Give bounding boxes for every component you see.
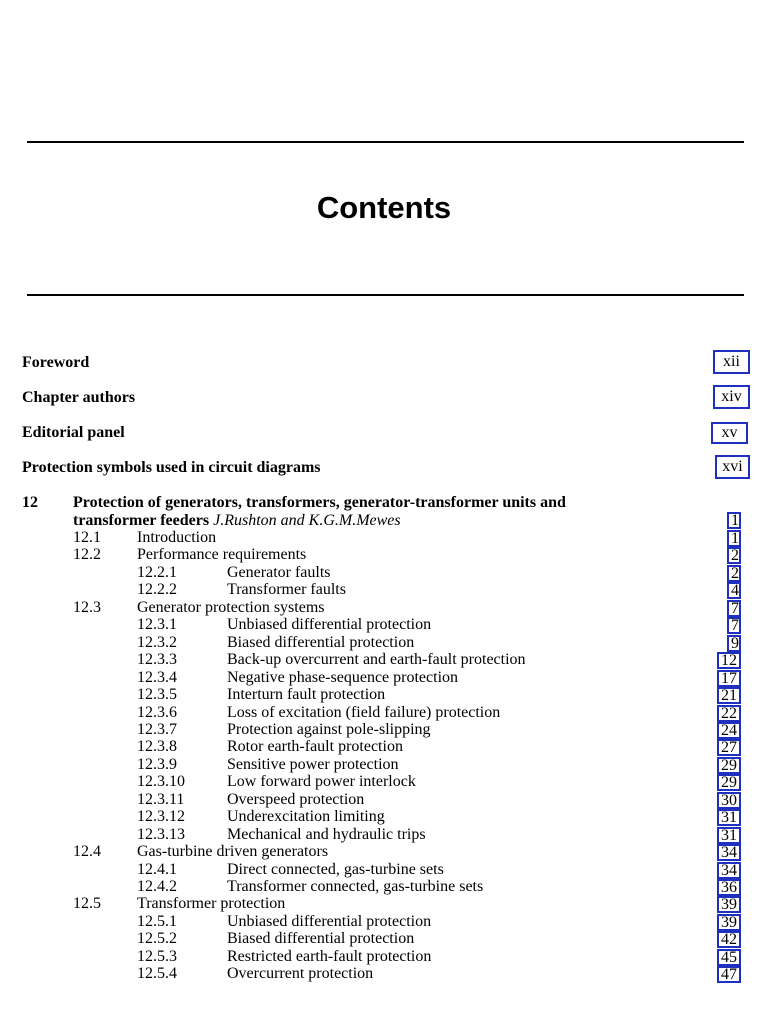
chapter-title-line2-text: transformer feeders [73, 512, 210, 529]
toc-entry-number: 12.3.3 [137, 651, 177, 669]
toc-entry-label: Introduction [137, 529, 217, 546]
prelim-protection-symbols: Protection symbols used in circuit diagrams [22, 459, 321, 476]
toc-entry-number: 12.3.8 [137, 738, 177, 756]
toc-entry-number: 12.3.5 [137, 686, 177, 704]
toc-entry-label: Generator faults [227, 563, 331, 581]
prelim-editorial-panel: Editorial panel [22, 424, 125, 441]
toc-entry-number: 12.3.10 [137, 773, 185, 791]
toc-entry-number: 12.2.1 [137, 563, 177, 581]
toc-entry-page-link[interactable]: 31 [717, 809, 741, 826]
toc-entry-number: 12.2.2 [137, 581, 177, 599]
toc-entry-page-link[interactable]: 21 [717, 687, 741, 704]
toc-entry-label: Unbiased differential protection [227, 912, 432, 930]
toc-entry-label: Mechanical and hydraulic trips [227, 825, 426, 843]
toc-entry-label: Sensitive power protection [227, 755, 399, 773]
toc-entry-number: 12.5.4 [137, 965, 177, 983]
toc-entry-number: 12.4.1 [137, 860, 177, 878]
toc-entry-number: 12.5.3 [137, 947, 177, 965]
toc-entry-label: Generator protection systems [137, 598, 325, 616]
toc-entry-number: 12.5 [73, 895, 101, 913]
toc-entry-page-link[interactable]: 12 [717, 652, 741, 669]
page-title: Contents [316, 190, 452, 225]
toc-entry-label: Back-up overcurrent and earth-fault protection [227, 651, 526, 669]
toc-entry-label: Negative phase-sequence protection [227, 668, 459, 686]
toc-entry-number: 12.3 [73, 598, 101, 616]
toc-entry-label: Rotor earth-fault protection [227, 738, 403, 756]
toc-entry-label: Interturn fault protection [227, 686, 386, 704]
toc-entry-label: Biased differential protection [227, 633, 415, 651]
chapter-number: 12 [22, 494, 38, 511]
toc-entry-page-link[interactable]: 29 [717, 774, 741, 791]
chapter-authors: J.Rushton and K.G.M.Mewes [213, 512, 401, 529]
prelim-chapter-authors: Chapter authors [22, 389, 136, 406]
prelim-protection-symbols-page[interactable]: xvi [715, 455, 750, 479]
toc-entry-number: 12.3.7 [137, 720, 177, 738]
toc-entry-page-link[interactable]: 36 [717, 879, 741, 896]
toc-entry-page-link[interactable]: 31 [717, 827, 741, 844]
toc-entry-label: Low forward power interlock [227, 773, 416, 791]
toc-entry-label: Transformer protection [137, 895, 286, 913]
chapter-title-line1: Protection of generators, transformers, generator-transformer units and [73, 494, 566, 511]
toc-entry-number: 12.4 [73, 843, 101, 861]
toc-entry-number: 12.2 [73, 546, 101, 564]
prelim-foreword: Foreword [22, 354, 90, 371]
toc-entry-page-link[interactable]: 29 [717, 757, 741, 774]
prelim-chapter-authors-page[interactable]: xiv [713, 385, 750, 409]
toc-entry-label: Restricted earth-fault protection [227, 947, 432, 965]
toc-entry-label: Unbiased differential protection [227, 616, 432, 634]
toc-entry-label: Transformer connected, gas-turbine sets [227, 878, 484, 895]
toc-entry-page-link[interactable]: 2 [727, 565, 741, 582]
toc-entry-label: Overspeed protection [227, 790, 365, 808]
toc-entry-label: Performance requirements [137, 546, 307, 564]
toc-entry-number: 12.3.11 [137, 790, 185, 808]
toc-entry-label: Protection against pole-slipping [227, 720, 431, 738]
toc-entry-label: Biased differential protection [227, 930, 415, 948]
chapter-page[interactable]: 1 [727, 512, 741, 529]
toc-entry-page-link[interactable]: 30 [717, 792, 741, 809]
toc-entry-number: 12.3.9 [137, 755, 177, 773]
bottom-rule [27, 294, 744, 296]
toc-entry-page-link[interactable]: 24 [717, 722, 741, 739]
toc-entry-number: 12.5.1 [137, 912, 177, 930]
toc-entry-page-link[interactable]: 22 [717, 705, 741, 722]
toc-entry-number: 12.3.1 [137, 616, 177, 634]
toc-entry-page-link[interactable]: 42 [717, 931, 741, 948]
toc-entry-number: 12.3.4 [137, 668, 177, 686]
toc-entry-number: 12.5.2 [137, 930, 177, 948]
toc-entry-label: Overcurrent protection [227, 965, 374, 983]
toc-entry-page-link[interactable]: 4 [727, 582, 741, 599]
toc-entry-page-link[interactable]: 27 [717, 739, 741, 756]
toc-entry-page-link[interactable]: 9 [727, 635, 741, 652]
prelim-foreword-page[interactable]: xii [713, 350, 750, 374]
toc-entry-label: Transformer faults [227, 581, 346, 599]
toc-entry-label: Direct connected, gas-turbine sets [227, 860, 444, 878]
toc-entry-page-link[interactable]: 1 [727, 530, 741, 547]
toc-entry-label: Loss of excitation (field failure) protection [227, 703, 501, 721]
toc-entry-page-link[interactable]: 17 [717, 670, 741, 687]
toc-entry-page-link[interactable]: 39 [717, 914, 741, 931]
prelim-editorial-panel-page[interactable]: xv [711, 422, 748, 444]
toc-entry-page-link[interactable]: 7 [727, 600, 741, 617]
toc-entry-label: Gas-turbine driven generators [137, 843, 329, 861]
toc-entry-label: Underexcitation limiting [227, 808, 385, 826]
toc-entry-page-link[interactable]: 34 [717, 844, 741, 861]
chapter-title-line2 [73, 512, 401, 530]
toc-entry-number: 12.3.12 [137, 808, 185, 826]
toc-entry-page-link[interactable]: 7 [727, 617, 741, 634]
toc-entry-page-link[interactable]: 39 [717, 896, 741, 913]
toc-entry-page-link[interactable]: 47 [717, 966, 741, 983]
toc-entry-page-link[interactable]: 45 [717, 949, 741, 966]
toc-entry-page-link[interactable]: 2 [727, 547, 741, 564]
toc-entry-number: 12.3.13 [137, 825, 185, 843]
toc-entry-number: 12.1 [73, 529, 101, 546]
toc-entry-page-link[interactable]: 34 [717, 862, 741, 879]
toc-entry-number: 12.3.6 [137, 703, 177, 721]
toc-entry-number: 12.3.2 [137, 633, 177, 651]
top-rule [27, 141, 744, 143]
toc-entry-number: 12.4.2 [137, 878, 177, 895]
